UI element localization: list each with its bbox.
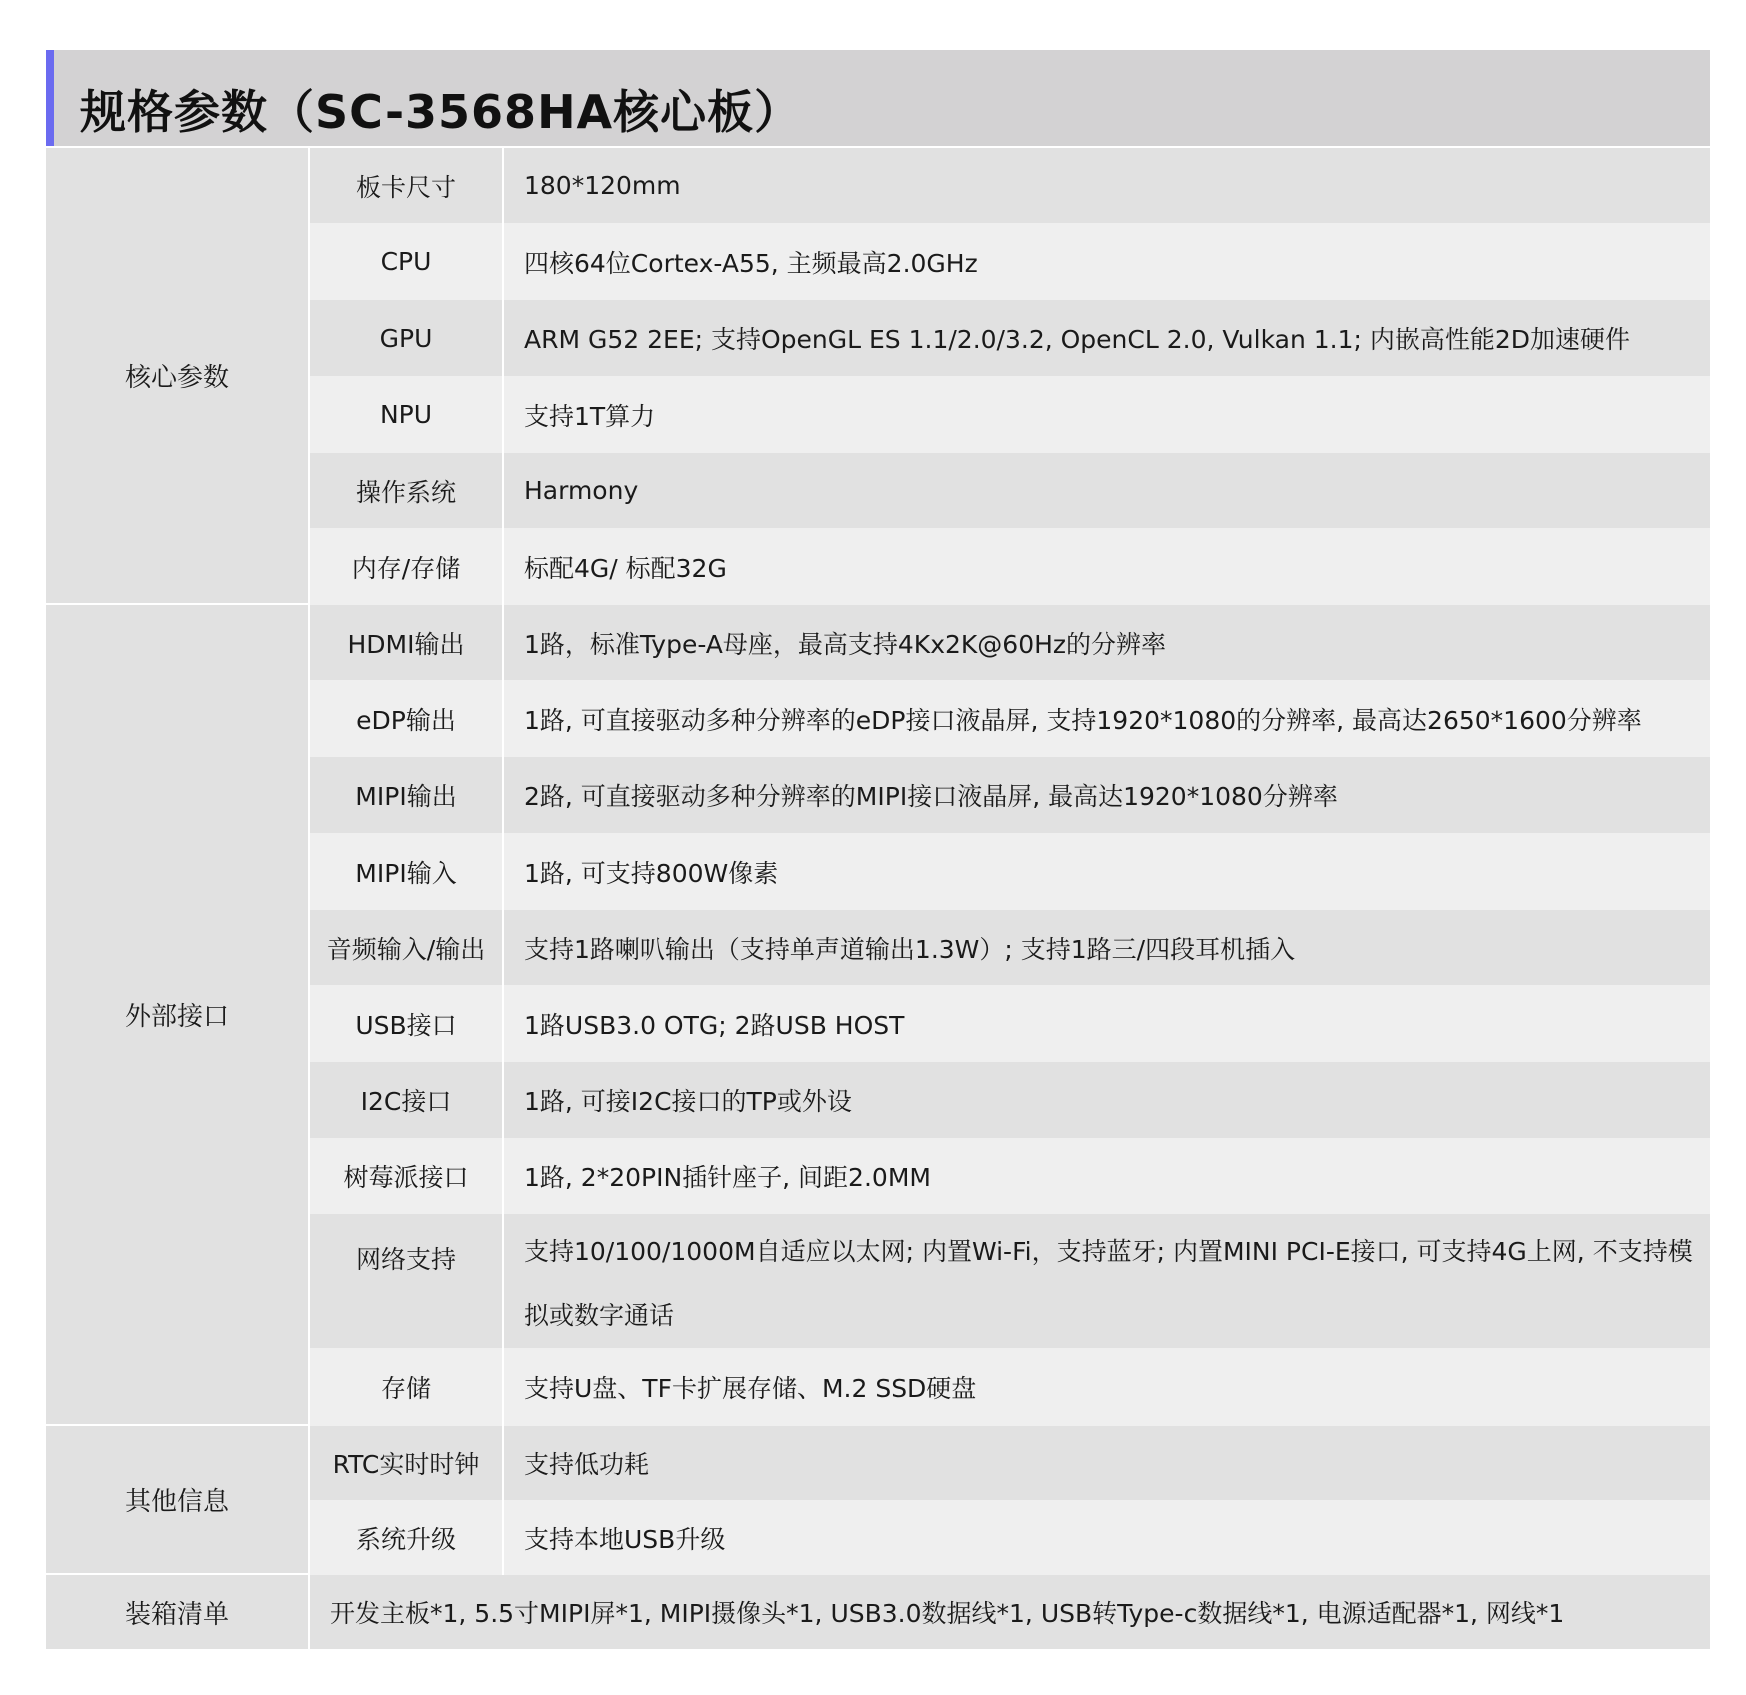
spec-value: 1路USB3.0 OTG; 2路USB HOST bbox=[502, 985, 1710, 1062]
page-title: 规格参数（SC-3568HA核心板） bbox=[80, 85, 802, 139]
spec-key: 树莓派接口 bbox=[308, 1138, 502, 1214]
spec-value: 支持10/100/1000M自适应以太网; 内置Wi-Fi，支持蓝牙; 内置MINI PCI-E接口, 可支持4G上网, 不支持模拟或数字通话 bbox=[502, 1214, 1710, 1348]
spec-value: 1路, 2*20PIN插针座子, 间距2.0MM bbox=[502, 1138, 1710, 1214]
title-bar bbox=[46, 50, 1710, 146]
spec-key: 网络支持 bbox=[308, 1214, 502, 1348]
spec-sheet bbox=[46, 50, 1710, 1649]
section-label-interfaces: 外部接口 bbox=[46, 605, 308, 1426]
spec-value: 支持本地USB升级 bbox=[502, 1500, 1710, 1575]
spec-key: NPU bbox=[308, 376, 502, 453]
spec-key: I2C接口 bbox=[308, 1062, 502, 1138]
packing-list-value: 开发主板*1, 5.5寸MIPI屏*1, MIPI摄像头*1, USB3.0数据线*1, USB转Type-c数据线*1, 电源适配器*1, 网线*1 bbox=[308, 1575, 1710, 1649]
spec-key: 系统升级 bbox=[308, 1500, 502, 1575]
spec-key: MIPI输出 bbox=[308, 757, 502, 833]
section-label-other: 其他信息 bbox=[46, 1426, 308, 1575]
spec-value: 支持1路喇叭输出（支持单声道输出1.3W）; 支持1路三/四段耳机插入 bbox=[502, 910, 1710, 985]
spec-value: 支持低功耗 bbox=[502, 1426, 1710, 1500]
spec-key: 板卡尺寸 bbox=[308, 148, 502, 223]
spec-key: MIPI输入 bbox=[308, 833, 502, 910]
spec-value: 支持1T算力 bbox=[502, 376, 1710, 453]
spec-table bbox=[46, 148, 1710, 1649]
spec-key: GPU bbox=[308, 300, 502, 376]
spec-key: 存储 bbox=[308, 1348, 502, 1426]
spec-value: 四核64位Cortex-A55, 主频最高2.0GHz bbox=[502, 223, 1710, 300]
spec-key: 内存/存储 bbox=[308, 528, 502, 605]
spec-key: USB接口 bbox=[308, 985, 502, 1062]
section-label-core: 核心参数 bbox=[46, 148, 308, 605]
spec-value: 1路, 可支持800W像素 bbox=[502, 833, 1710, 910]
spec-value: 标配4G/ 标配32G bbox=[502, 528, 1710, 605]
spec-value: Harmony bbox=[502, 453, 1710, 528]
spec-value: 1路, 可接I2C接口的TP或外设 bbox=[502, 1062, 1710, 1138]
section-label-packing: 装箱清单 bbox=[46, 1575, 308, 1649]
spec-key: HDMI输出 bbox=[308, 605, 502, 680]
accent-stripe bbox=[46, 50, 54, 146]
spec-key: 音频输入/输出 bbox=[308, 910, 502, 985]
spec-value: 1路, 可直接驱动多种分辨率的eDP接口液晶屏, 支持1920*1080的分辨率, 最高达2650*1600分辨率 bbox=[502, 680, 1710, 757]
spec-value: ARM G52 2EE; 支持OpenGL ES 1.1/2.0/3.2, OpenCL 2.0, Vulkan 1.1; 内嵌高性能2D加速硬件 bbox=[502, 300, 1710, 376]
spec-value: 1路，标准Type-A母座，最高支持4Kx2K@60Hz的分辨率 bbox=[502, 605, 1710, 680]
spec-key: eDP输出 bbox=[308, 680, 502, 757]
spec-value: 支持U盘、TF卡扩展存储、M.2 SSD硬盘 bbox=[502, 1348, 1710, 1426]
spec-key: CPU bbox=[308, 223, 502, 300]
spec-value: 180*120mm bbox=[502, 148, 1710, 223]
spec-key: RTC实时时钟 bbox=[308, 1426, 502, 1500]
spec-value: 2路, 可直接驱动多种分辨率的MIPI接口液晶屏, 最高达1920*1080分辨率 bbox=[502, 757, 1710, 833]
spec-key: 操作系统 bbox=[308, 453, 502, 528]
